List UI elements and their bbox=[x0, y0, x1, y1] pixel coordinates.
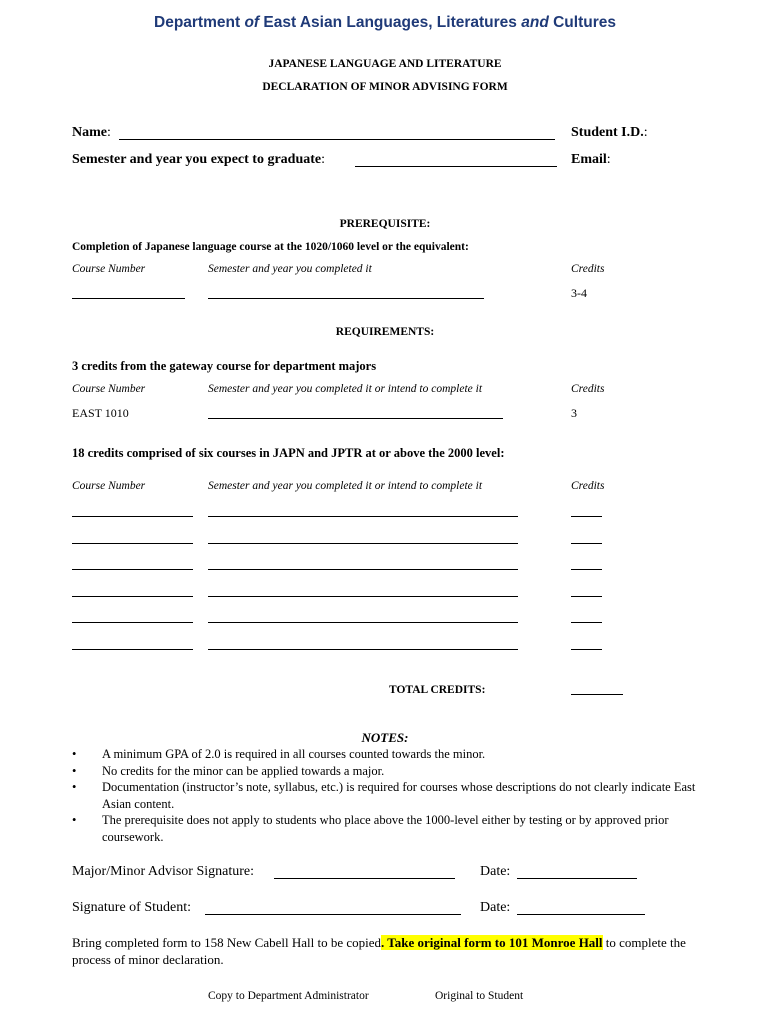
gateway-course-value: EAST 1010 bbox=[72, 406, 129, 420]
credits-field[interactable] bbox=[571, 516, 602, 517]
prerequisite-description: Completion of Japanese language course at the 1020/1060 level or the equivalent: bbox=[72, 241, 469, 253]
course-number-field[interactable] bbox=[72, 622, 193, 623]
gateway-semester-field[interactable] bbox=[208, 418, 503, 419]
prereq-col-credits: Credits bbox=[571, 263, 605, 275]
upper-col-course: Course Number bbox=[72, 480, 146, 492]
credits-field[interactable] bbox=[571, 569, 602, 570]
semester-field[interactable] bbox=[208, 516, 518, 517]
advisor-date-field[interactable] bbox=[517, 878, 637, 879]
note-item: • The prerequisite does not apply to students who place above the 1000-level either by testing or by approved prior coursework. bbox=[72, 812, 712, 845]
submission-instructions: Bring completed form to 158 New Cabell Hall to be copied. Take original form to 101 Monroe Hall to complete the process of minor declaration. bbox=[72, 935, 686, 967]
prereq-semester-field[interactable] bbox=[208, 298, 484, 299]
credits-field[interactable] bbox=[571, 649, 602, 650]
upper-col-semester: Semester and year you completed it or intend to complete it bbox=[208, 480, 483, 492]
course-number-field[interactable] bbox=[72, 543, 193, 544]
prereq-col-course: Course Number bbox=[72, 263, 146, 275]
course-number-field[interactable] bbox=[72, 649, 193, 650]
course-number-field[interactable] bbox=[72, 516, 193, 517]
gateway-col-credits: Credits bbox=[571, 383, 605, 395]
semester-field[interactable] bbox=[208, 543, 518, 544]
notes-list bbox=[72, 746, 712, 845]
copy-to-administrator: Copy to Department Administrator bbox=[208, 990, 369, 1002]
note-item: • No credits for the minor can be applied towards a major. bbox=[72, 763, 712, 780]
course-number-field[interactable] bbox=[72, 596, 193, 597]
gateway-heading: 3 credits from the gateway course for department majors bbox=[72, 359, 377, 373]
requirements-title: REQUIREMENTS: bbox=[335, 326, 435, 338]
student-signature-field[interactable] bbox=[205, 914, 461, 915]
student-signature-label: Signature of Student: bbox=[72, 900, 191, 915]
gateway-col-semester: Semester and year you completed it or intend to complete it bbox=[208, 383, 483, 395]
credits-field[interactable] bbox=[571, 596, 602, 597]
student-date-label: Date: bbox=[480, 900, 511, 915]
credits-field[interactable] bbox=[571, 543, 602, 544]
email-label: Email: bbox=[571, 152, 611, 167]
graduation-semester-field[interactable] bbox=[355, 166, 557, 167]
course-number-field[interactable] bbox=[72, 569, 193, 570]
name-label: Name: bbox=[72, 125, 111, 140]
note-item: • A minimum GPA of 2.0 is required in all courses counted towards the minor. bbox=[72, 746, 712, 763]
name-field[interactable] bbox=[119, 139, 555, 140]
advisor-signature-field[interactable] bbox=[274, 878, 455, 879]
total-credits-label: TOTAL CREDITS: bbox=[389, 684, 486, 696]
department-title: Department of East Asian Languages, Literatures and Cultures bbox=[154, 14, 616, 31]
prerequisite-title: PREREQUISITE: bbox=[339, 218, 431, 230]
student-id-label: Student I.D.: bbox=[571, 125, 648, 140]
advisor-date-label: Date: bbox=[480, 864, 511, 879]
semester-field[interactable] bbox=[208, 596, 518, 597]
highlighted-instruction: . Take original form to 101 Monroe Hall bbox=[381, 935, 603, 950]
form-subtitle-title: DECLARATION OF MINOR ADVISING FORM bbox=[262, 81, 508, 93]
original-to-student: Original to Student bbox=[435, 990, 524, 1002]
semester-field[interactable] bbox=[208, 622, 518, 623]
credits-field[interactable] bbox=[571, 622, 602, 623]
prereq-course-field[interactable] bbox=[72, 298, 185, 299]
semester-field[interactable] bbox=[208, 649, 518, 650]
total-credits-field[interactable] bbox=[571, 694, 623, 695]
form-subtitle-program: JAPANESE LANGUAGE AND LITERATURE bbox=[268, 58, 502, 70]
upper-level-heading: 18 credits comprised of six courses in JAPN and JPTR at or above the 2000 level: bbox=[72, 446, 505, 460]
semester-field[interactable] bbox=[208, 569, 518, 570]
graduation-semester-label: Semester and year you expect to graduate: bbox=[72, 152, 325, 167]
notes-title: NOTES: bbox=[361, 730, 409, 745]
gateway-credits-value: 3 bbox=[571, 406, 577, 420]
note-item: • Documentation (instructor’s note, syllabus, etc.) is required for courses whose descriptions do not clearly indicate East Asian content. bbox=[72, 779, 712, 812]
gateway-col-course: Course Number bbox=[72, 383, 146, 395]
prereq-credits-value: 3-4 bbox=[571, 286, 587, 300]
advisor-signature-label: Major/Minor Advisor Signature: bbox=[72, 864, 254, 879]
student-date-field[interactable] bbox=[517, 914, 645, 915]
upper-col-credits: Credits bbox=[571, 480, 605, 492]
prereq-col-semester: Semester and year you completed it bbox=[208, 263, 372, 275]
